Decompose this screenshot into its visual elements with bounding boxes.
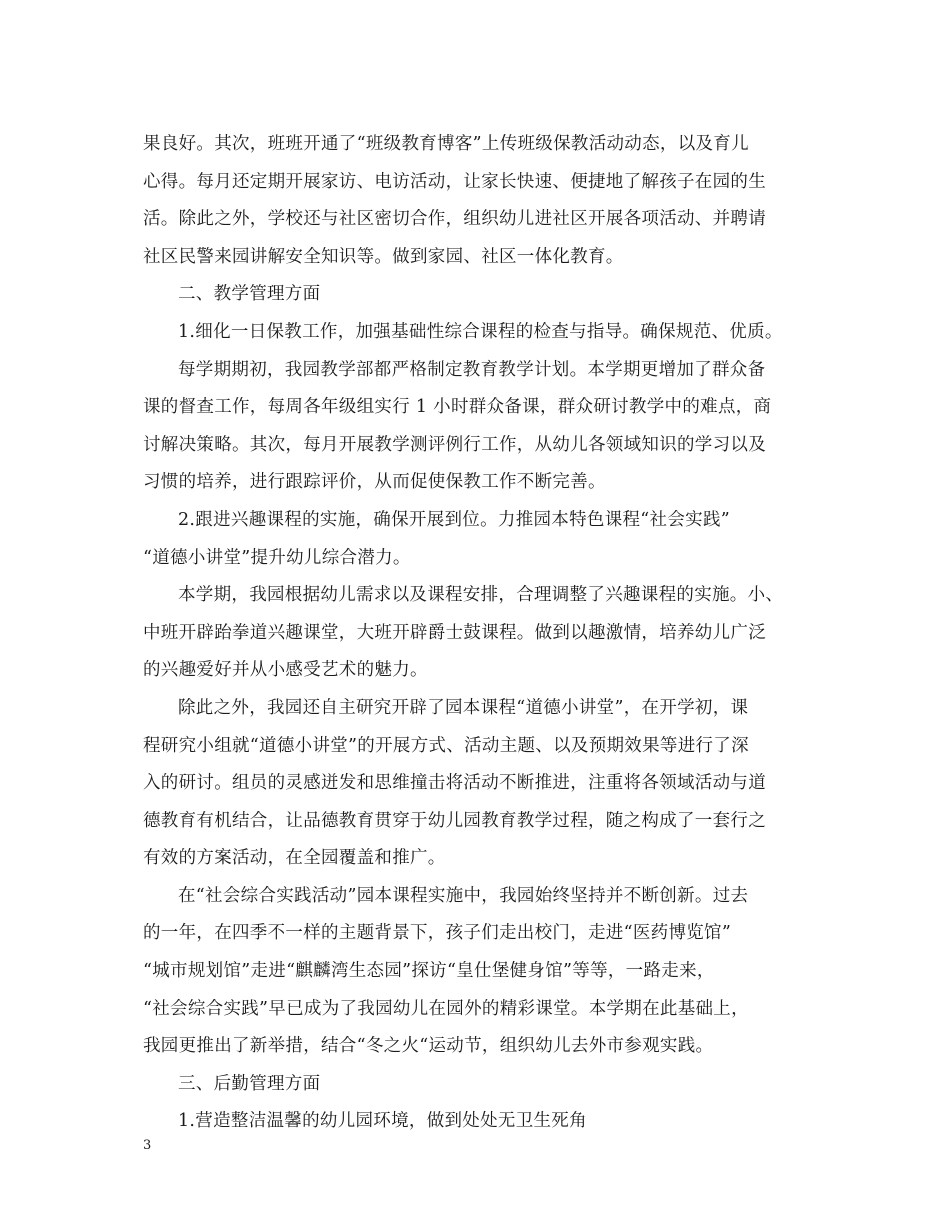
text-line: 的兴趣爱好并从小感受艺术的魅力。: [143, 660, 428, 681]
text-line: 我园更推出了新举措，结合“冬之火“运动节，组织幼儿去外市参观实践。: [143, 1036, 714, 1057]
text-line: 习惯的培养，进行跟踪评价，从而促使保教工作不断完善。: [143, 472, 606, 493]
text-line: 二、教学管理方面: [178, 284, 321, 305]
text-line: 的一年，在四季不一样的主题背景下，孩子们走出校门，走进“医药博览馆”: [143, 923, 732, 944]
text-line: 入的研讨。组员的灵感迸发和思维撞击将活动不断推进，注重将各领域活动与道: [143, 773, 766, 794]
text-line: “道德小讲堂”提升幼儿综合潜力。: [143, 547, 411, 568]
text-line: 中班开辟跆拳道兴趣课堂，大班开辟爵士鼓课程。做到以趣激情，培养幼儿广泛: [143, 622, 766, 643]
text-line: 课的督查工作，每周各年级组实行 1 小时群众备课，群众研讨教学中的难点，商: [143, 397, 772, 418]
text-line: 三、后勤管理方面: [178, 1073, 321, 1094]
text-line: 社区民警来园讲解安全知识等。做到家园、社区一体化教育。: [143, 246, 624, 267]
text-line: 程研究小组就“道德小讲堂”的开展方式、活动主题、以及预期效果等进行了深: [143, 735, 749, 756]
text-line: 讨解决策略。其次，每月开展教学测评例行工作，从幼儿各领域知识的学习以及: [143, 434, 766, 455]
text-line: 果良好。其次，班班开通了“班级教育博客”上传班级保教活动动态，以及育儿: [143, 134, 749, 154]
text-line: “社会综合实践”早已成为了我园幼儿在园外的精彩课堂。本学期在此基础上，: [143, 998, 749, 1019]
text-line: 有效的方案活动，在全园覆盖和推广。: [143, 848, 446, 869]
text-line: 本学期，我园根据幼儿需求以及课程安排，合理调整了兴趣课程的实施。小、: [178, 585, 784, 606]
text-line: 活。除此之外，学校还与社区密切合作，组织幼儿进社区开展各项活动、并聘请: [143, 209, 766, 230]
text-line: 1.细化一日保教工作，加强基础性综合课程的检查与指导。确保规范、优质。: [178, 321, 783, 342]
text-line: 心得。每月还定期开展家访、电访活动，让家长快速、便捷地了解孩子在园的生: [143, 171, 766, 192]
text-line: 德教育有机结合，让品德教育贯穿于幼儿园教育教学过程，随之构成了一套行之: [143, 810, 766, 831]
text-line: “城市规划馆”走进“麒麟湾生态园”探访“皇仕堡健身馆”等等，一路走来，: [143, 961, 715, 982]
document-body: [143, 126, 813, 1141]
page-number: 3: [143, 1138, 152, 1153]
text-line: 2.跟进兴趣课程的实施，确保开展到位。力推园本特色课程“社会实践”: [178, 509, 730, 530]
text-line: 每学期期初，我园教学部都严格制定教育教学计划。本学期更增加了群众备: [178, 359, 766, 380]
text-line: 1.营造整洁温馨的幼儿园环境，做到处处无卫生死角: [178, 1111, 587, 1132]
text-line: 在“社会综合实践活动”园本课程实施中，我园始终坚持并不断创新。过去: [178, 885, 749, 906]
text-line: 除此之外，我园还自主研究开辟了园本课程“道德小讲堂”，在开学初，课: [178, 697, 749, 718]
